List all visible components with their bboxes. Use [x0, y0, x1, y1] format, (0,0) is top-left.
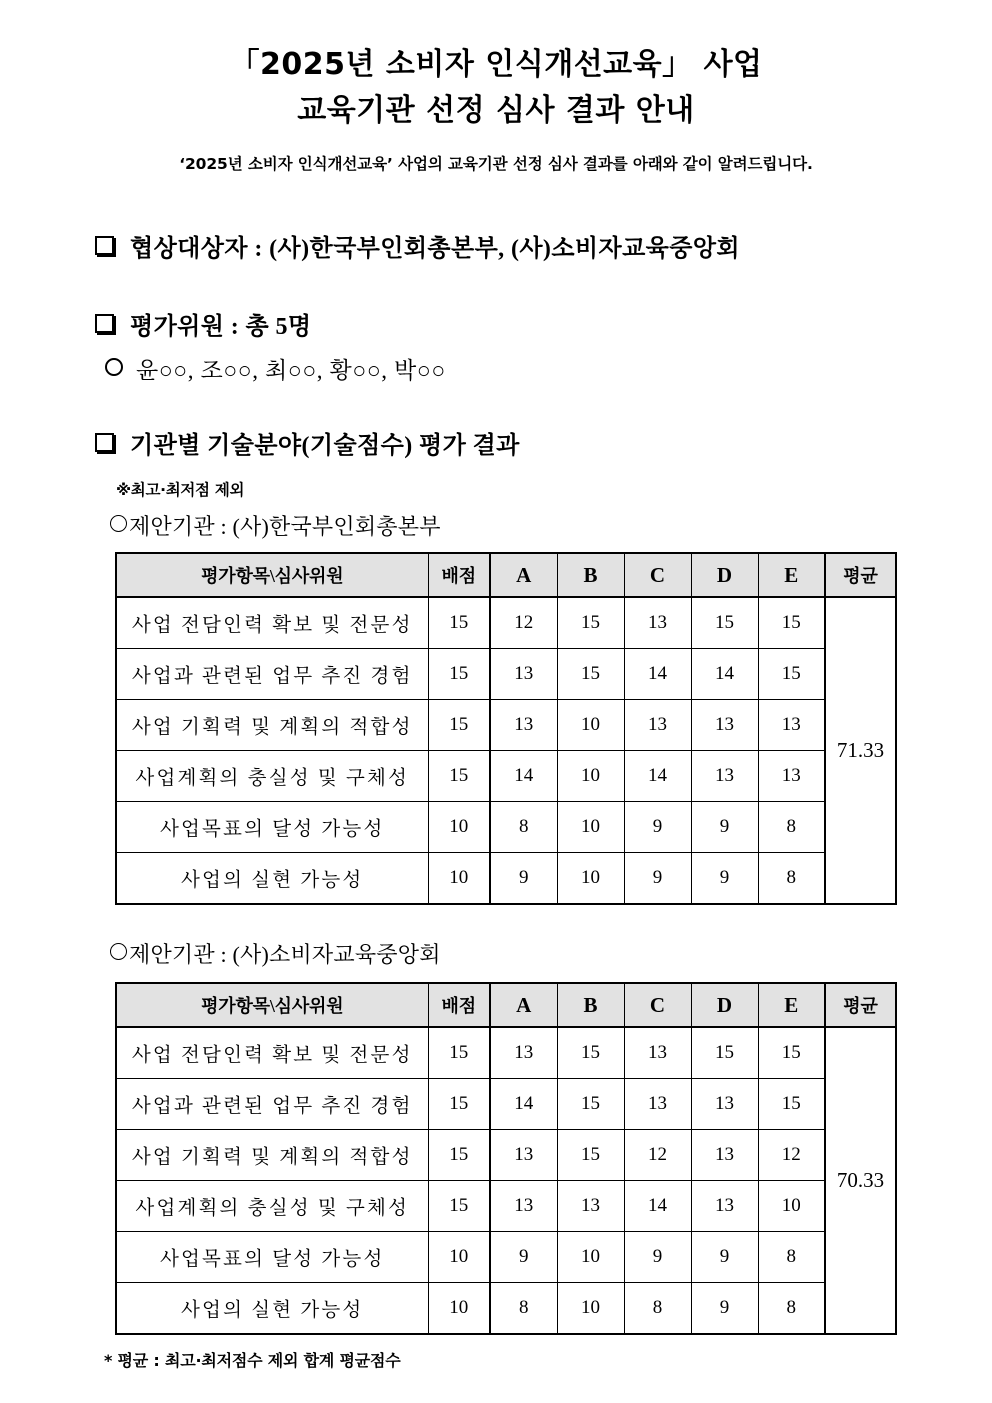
row-judge-b: 15 [557, 649, 624, 700]
table-row [116, 853, 896, 905]
row-judge-e: 8 [758, 1232, 825, 1283]
row-judge-e: 8 [758, 802, 825, 853]
page-title-line-1: 「2025년 소비자 인식개선교육」 사업 [229, 47, 763, 82]
table-row [116, 597, 896, 649]
table-2-caption-row [110, 938, 441, 969]
header-score: 배점 [428, 983, 490, 1027]
row-judge-e: 13 [758, 751, 825, 802]
header-judge-b: B [557, 983, 624, 1027]
row-judge-a: 14 [490, 1079, 557, 1130]
row-max-score: 15 [428, 597, 490, 649]
section-results [95, 425, 520, 460]
table-row [116, 1232, 896, 1283]
row-judge-c: 8 [624, 1283, 691, 1335]
header-judge-a: A [490, 553, 557, 597]
header-judge-e: E [758, 983, 825, 1027]
row-judge-b: 10 [557, 802, 624, 853]
row-max-score: 15 [428, 1130, 490, 1181]
row-judge-a: 13 [490, 1130, 557, 1181]
row-judge-a: 8 [490, 1283, 557, 1335]
row-judge-b: 10 [557, 751, 624, 802]
table-row [116, 1079, 896, 1130]
header-judge-d: D [691, 983, 758, 1027]
header-score: 배점 [428, 553, 490, 597]
row-judge-d: 15 [691, 597, 758, 649]
row-item-label: 사업목표의 달성 가능성 [116, 1232, 428, 1283]
row-judge-a: 13 [490, 1027, 557, 1079]
row-judge-c: 9 [624, 1232, 691, 1283]
header-judge-c: C [624, 983, 691, 1027]
table-2-caption: 제안기관 : (사)소비자교육중앙회 [129, 942, 441, 967]
table-row [116, 1283, 896, 1335]
row-max-score: 15 [428, 1079, 490, 1130]
circle-bullet-icon [105, 358, 123, 376]
header-judge-e: E [758, 553, 825, 597]
document-title-block [0, 42, 992, 134]
row-max-score: 15 [428, 1027, 490, 1079]
row-judge-b: 13 [557, 1181, 624, 1232]
row-judge-b: 10 [557, 700, 624, 751]
row-judge-d: 13 [691, 751, 758, 802]
row-judge-c: 12 [624, 1130, 691, 1181]
row-judge-d: 13 [691, 1130, 758, 1181]
square-bullet-icon [95, 433, 114, 452]
section-negotiation [95, 228, 740, 263]
row-judge-c: 13 [624, 1079, 691, 1130]
table-row [116, 1130, 896, 1181]
row-judge-a: 9 [490, 853, 557, 905]
row-judge-c: 14 [624, 1181, 691, 1232]
row-judge-c: 14 [624, 649, 691, 700]
row-judge-e: 8 [758, 1283, 825, 1335]
row-judge-e: 15 [758, 1027, 825, 1079]
row-item-label: 사업계획의 충실성 및 구체성 [116, 751, 428, 802]
row-judge-e: 15 [758, 597, 825, 649]
row-judge-d: 9 [691, 802, 758, 853]
square-bullet-icon [95, 236, 114, 255]
row-judge-b: 10 [557, 1232, 624, 1283]
table-average-value: 70.33 [825, 1027, 896, 1334]
table-header-row [116, 553, 896, 597]
row-item-label: 사업 전담인력 확보 및 전문성 [116, 597, 428, 649]
committee-members-row [105, 352, 446, 385]
header-average: 평균 [825, 553, 896, 597]
table-1-caption-row [110, 510, 441, 541]
row-item-label: 사업 전담인력 확보 및 전문성 [116, 1027, 428, 1079]
row-judge-a: 13 [490, 649, 557, 700]
row-judge-b: 10 [557, 1283, 624, 1335]
circle-bullet-icon [110, 515, 127, 532]
header-judge-d: D [691, 553, 758, 597]
section-results-label: 기관별 기술분야(기술점수) 평가 결과 [130, 433, 520, 459]
row-max-score: 10 [428, 1283, 490, 1335]
row-judge-d: 13 [691, 700, 758, 751]
circle-bullet-icon [110, 943, 127, 960]
row-max-score: 10 [428, 853, 490, 905]
row-item-label: 사업목표의 달성 가능성 [116, 802, 428, 853]
row-judge-e: 8 [758, 853, 825, 905]
row-judge-a: 14 [490, 751, 557, 802]
table-1-caption: 제안기관 : (사)한국부인회총본부 [129, 514, 441, 539]
row-max-score: 15 [428, 649, 490, 700]
row-item-label: 사업의 실현 가능성 [116, 1283, 428, 1335]
row-judge-b: 10 [557, 853, 624, 905]
row-judge-d: 9 [691, 1283, 758, 1335]
row-item-label: 사업의 실현 가능성 [116, 853, 428, 905]
row-max-score: 15 [428, 700, 490, 751]
page-subtitle: ‘2025년 소비자 인식개선교육’ 사업의 교육기관 선정 심사 결과를 아래와 같이 알려드립니다. [179, 155, 813, 173]
row-judge-c: 13 [624, 597, 691, 649]
row-judge-e: 12 [758, 1130, 825, 1181]
row-item-label: 사업과 관련된 업무 추진 경험 [116, 1079, 428, 1130]
row-judge-b: 15 [557, 1130, 624, 1181]
row-item-label: 사업계획의 충실성 및 구체성 [116, 1181, 428, 1232]
table-row [116, 751, 896, 802]
row-judge-a: 12 [490, 597, 557, 649]
row-max-score: 10 [428, 802, 490, 853]
row-judge-d: 13 [691, 1079, 758, 1130]
committee-members-list: 윤○○, 조○○, 최○○, 황○○, 박○○ [136, 358, 446, 383]
table-header-row [116, 983, 896, 1027]
row-judge-a: 8 [490, 802, 557, 853]
row-item-label: 사업과 관련된 업무 추진 경험 [116, 649, 428, 700]
header-judge-c: C [624, 553, 691, 597]
table-row [116, 700, 896, 751]
row-max-score: 15 [428, 751, 490, 802]
row-judge-d: 14 [691, 649, 758, 700]
row-judge-e: 15 [758, 649, 825, 700]
row-judge-a: 9 [490, 1232, 557, 1283]
header-judge-b: B [557, 553, 624, 597]
header-average: 평균 [825, 983, 896, 1027]
row-max-score: 10 [428, 1232, 490, 1283]
row-judge-c: 13 [624, 1027, 691, 1079]
row-judge-b: 15 [557, 597, 624, 649]
evaluation-table-1 [115, 552, 897, 905]
row-judge-a: 13 [490, 1181, 557, 1232]
row-judge-a: 13 [490, 700, 557, 751]
header-item: 평가항목\심사위원 [116, 983, 428, 1027]
page-title-line-2: 교육기관 선정 심사 결과 안내 [297, 93, 695, 128]
table-row [116, 1027, 896, 1079]
row-judge-b: 15 [557, 1027, 624, 1079]
table-row [116, 649, 896, 700]
table-average-value: 71.33 [825, 597, 896, 904]
header-judge-a: A [490, 983, 557, 1027]
row-judge-c: 9 [624, 853, 691, 905]
row-judge-c: 9 [624, 802, 691, 853]
evaluation-table-2 [115, 982, 897, 1335]
row-judge-d: 9 [691, 1232, 758, 1283]
section-committee [95, 306, 312, 341]
square-bullet-icon [95, 314, 114, 333]
row-judge-e: 10 [758, 1181, 825, 1232]
row-judge-d: 15 [691, 1027, 758, 1079]
footnote: * 평균 : 최고·최저점수 제외 합계 평균점수 [104, 1351, 401, 1370]
row-judge-c: 14 [624, 751, 691, 802]
table-row [116, 802, 896, 853]
row-judge-d: 13 [691, 1181, 758, 1232]
section-committee-label: 평가위원 : 총 5명 [130, 314, 312, 340]
row-judge-e: 13 [758, 700, 825, 751]
row-judge-c: 13 [624, 700, 691, 751]
results-exclusion-note: ※최고·최저점 제외 [116, 481, 245, 499]
row-judge-b: 15 [557, 1079, 624, 1130]
table-row [116, 1181, 896, 1232]
row-judge-e: 15 [758, 1079, 825, 1130]
row-item-label: 사업 기획력 및 계획의 적합성 [116, 1130, 428, 1181]
row-max-score: 15 [428, 1181, 490, 1232]
row-judge-d: 9 [691, 853, 758, 905]
section-negotiation-label: 협상대상자 : (사)한국부인회총본부, (사)소비자교육중앙회 [130, 236, 740, 262]
row-item-label: 사업 기획력 및 계획의 적합성 [116, 700, 428, 751]
header-item: 평가항목\심사위원 [116, 553, 428, 597]
